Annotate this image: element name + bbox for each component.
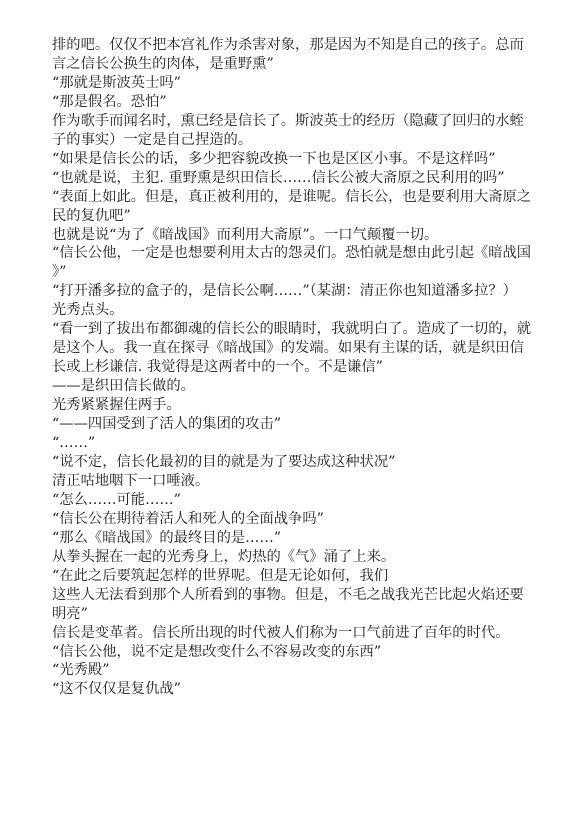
paragraph: “看一到了拔出布都御魂的信长公的眼睛时，我就明白了。造成了一切的，就是这个人。我一直在探寻《暗战国》的发端。如果有主谋的话，就是织田信长或上杉谦信. 我觉得是这两者中的一个。不是谦信” <box>52 321 532 376</box>
paragraph: “在此之后要筑起怎样的世界呢。但是无论如何，我们 <box>52 567 389 584</box>
paragraph: “光秀殿” <box>52 662 110 679</box>
paragraph: “那就是斯波英士吗” <box>52 74 181 91</box>
paragraph: “打开潘多拉的盒子的，是信长公啊……”（某湖：清正你也知道潘多拉？） <box>52 283 517 300</box>
paragraph: “这不仅仅是复仇战” <box>52 681 181 698</box>
paragraph: 从拳头握在一起的光秀身上，灼热的《气》涌了上来。 <box>52 548 396 565</box>
paragraph: “也就是说，主犯. 重野熏是织田信长……信长公被大斋原之民利用的吗” <box>52 169 505 186</box>
paragraph: 排的吧。仅仅不把本宫礼作为杀害对象，那是因为不知是自己的孩子。总而言之信长公换生的肉体，是重野熏” <box>52 37 524 72</box>
paragraph: “那么《暗战国》的最终目的是……” <box>52 529 282 546</box>
paragraph: 光秀紧紧握住两手。 <box>52 397 181 414</box>
paragraph: “如果是信长公的话，多少把容貌改换一下也是区区小事。不是这样吗” <box>52 150 496 167</box>
paragraph: 清正咕地咽下一口唾液。 <box>52 472 210 489</box>
paragraph: “怎么……可能……” <box>52 491 181 508</box>
paragraph: ——是织田信长做的。 <box>52 378 195 395</box>
paragraph: “——四国受到了活人的集团的攻击” <box>52 416 282 433</box>
paragraph: “信长公他，一定是也想要利用太古的怨灵们。恐怕就是想由此引起《暗战国》” <box>52 245 532 281</box>
paragraph: “……” <box>52 435 96 452</box>
paragraph: “说不定，信长化最初的目的就是为了要达成这种状况” <box>52 453 396 470</box>
paragraph: 也就是说“为了《暗战国》而利用大斋原”。一口气颠覆一切。 <box>52 226 439 243</box>
paragraph: “信长公在期待着活人和死人的全面战争吗” <box>52 510 324 527</box>
paragraph: 信长是变革者。信长所出现的时代被人们称为一口气前进了百年的时代。 <box>52 624 510 641</box>
paragraph: 光秀点头。 <box>52 302 124 319</box>
paragraph: “那是假名。恐怕” <box>52 93 167 110</box>
paragraph: “表面上如此。但是，真正被利用的，是谁呢。信长公，也是要利用大斋原之民的复仇吧” <box>52 188 532 224</box>
paragraph: 作为歌手而闻名时，熏已经是信长了。斯波英士的经历（隐藏了回归的水蛭子的事实）一定是自己捏造的。 <box>52 112 524 148</box>
body-text <box>52 36 532 699</box>
paragraph: “信长公他，说不定是想改变什么不容易改变的东西” <box>52 643 382 660</box>
paragraph: 这些人无法看到那个人所看到的事物。但是，不毛之战我光芒比起火焰还要明亮” <box>52 586 524 622</box>
